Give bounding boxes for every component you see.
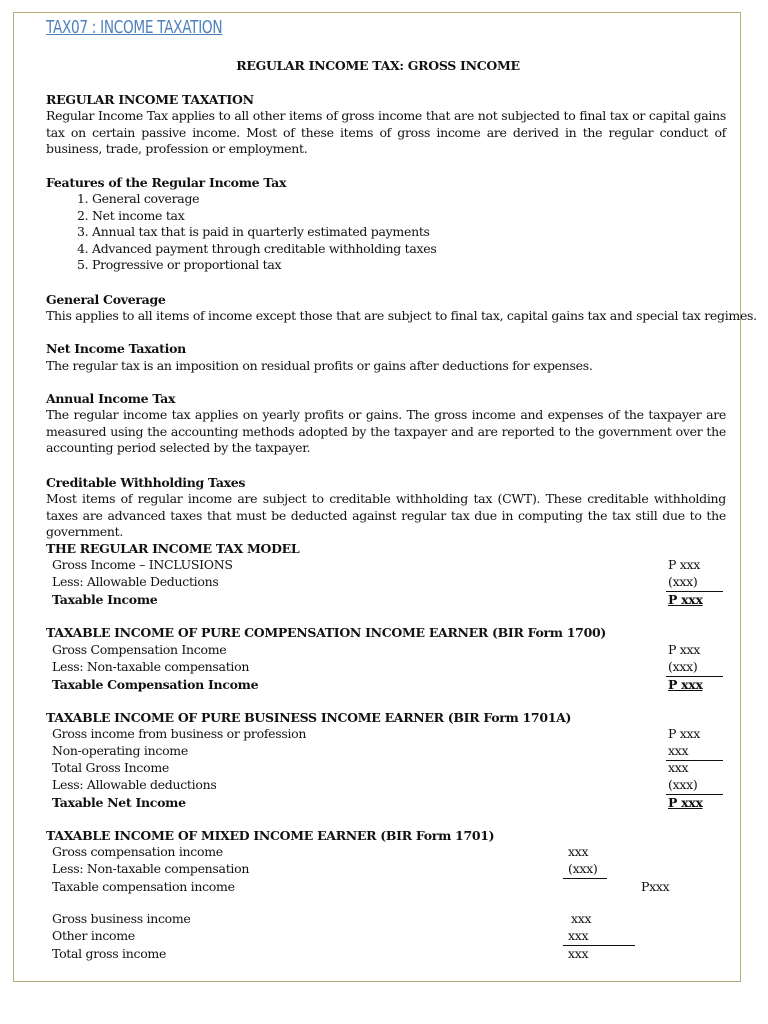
cwt-body: Most items of regular income are subject to creditable withholding tax (CWT). These creditable withholding taxes are advanced taxes that must be deducted against regular tax due in computing the tax still due to the government. [46, 491, 726, 539]
table-row-label: Less: Non-taxable compensation [52, 659, 250, 674]
features-heading: Features of the Regular Income Tax [46, 175, 287, 190]
table-row-amount: P xxx [668, 726, 701, 741]
features-list [46, 191, 436, 274]
table-row-label: Less: Allowable Deductions [52, 574, 219, 589]
annual-heading: Annual Income Tax [46, 391, 176, 406]
regular-heading: REGULAR INCOME TAXATION [46, 92, 254, 107]
list-item: 4. Advanced payment through creditable withholding taxes [92, 241, 436, 258]
table-row-label: Taxable Income [52, 592, 158, 607]
table-row-amount: P xxx [668, 677, 703, 692]
business-heading [46, 710, 571, 727]
table-row-amount: (xxx) [668, 777, 698, 792]
document-title: REGULAR INCOME TAX: GROSS INCOME [236, 58, 520, 73]
table-row-amount: (xxx) [668, 659, 698, 674]
sum-line [563, 878, 607, 879]
table-row-label: Total Gross Income [52, 760, 169, 775]
table-row-amount: xxx [568, 928, 589, 943]
header-title: TAX07 : INCOME TAXATION [46, 18, 223, 38]
table-row-amount: xxx [668, 760, 689, 775]
list-item: 1. General coverage [92, 191, 436, 208]
table-row-amount: xxx [668, 743, 689, 758]
table-row-label: Gross compensation income [52, 844, 223, 859]
table-row-amount: (xxx) [568, 861, 598, 876]
mixed-heading [46, 828, 494, 845]
table-row-amount: P xxx [668, 592, 703, 607]
table-row-amount: xxx [568, 844, 589, 859]
annual-body: The regular income tax applies on yearly profits or gains. The gross income and expenses of the taxpayer are measured using the accounting methods adopted by the taxpayer and are reported to the government over the accounting period selected by the taxpayer. [46, 407, 726, 455]
business-heading-bold: TAXABLE INCOME OF PURE BUSINESS INCOME EARNER ( [46, 710, 454, 725]
net-heading: Net Income Taxation [46, 341, 186, 356]
table-row-label: Non-operating income [52, 743, 188, 758]
net-body: The regular tax is an imposition on residual profits or gains after deductions for expenses. [46, 358, 593, 373]
table-row-label: Gross business income [52, 911, 191, 926]
table-row-amount: P xxx [668, 557, 701, 572]
table-row-label: Less: Allowable deductions [52, 777, 217, 792]
list-item: 2. Net income tax [92, 208, 436, 225]
table-row-label: Taxable Net Income [52, 795, 186, 810]
table-row-amount: P xxx [668, 795, 703, 810]
mixed-heading-form: BIR Form 1701) [385, 828, 495, 843]
table-row-amount: (xxx) [668, 574, 698, 589]
table-row-label: Gross Income – INCLUSIONS [52, 557, 233, 572]
business-heading-form: BIR Form 1701A) [453, 710, 572, 725]
table-row-label: Less: Non-taxable compensation [52, 861, 250, 876]
table-row-label: Other income [52, 928, 135, 943]
general-body: This applies to all items of income except those that are subject to final tax, capital gains tax and special tax regimes. [46, 308, 757, 323]
table-row-amount: xxx [571, 911, 592, 926]
table-row-amount: P xxx [668, 642, 701, 657]
table-row-label: Gross Compensation Income [52, 642, 227, 657]
table-row-amount: xxx [568, 946, 589, 961]
compensation-heading: TAXABLE INCOME OF PURE COMPENSATION INCOME EARNER (BIR Form 1700) [46, 625, 606, 640]
table-row-amount: Pxxx [641, 879, 670, 894]
list-item: 5. Progressive or proportional tax [92, 257, 436, 274]
model-heading: THE REGULAR INCOME TAX MODEL [46, 541, 300, 556]
table-row-label: Taxable compensation income [52, 879, 235, 894]
regular-body: Regular Income Tax applies to all other items of gross income that are not subjected to final tax or capital gains tax on certain passive income. Most of these items of gross income are derived in the regular conduct of business, trade, profession or employment. [46, 108, 726, 156]
list-item: 3. Annual tax that is paid in quarterly estimated payments [92, 224, 436, 241]
document-page [13, 12, 757, 982]
table-row-label: Total gross income [52, 946, 167, 961]
table-row-label: Gross income from business or profession [52, 726, 307, 741]
mixed-heading-bold: TAXABLE INCOME OF MIXED INCOME EARNER ( [46, 828, 386, 843]
table-row-label: Taxable Compensation Income [52, 677, 259, 692]
general-heading: General Coverage [46, 292, 166, 307]
cwt-heading: Creditable Withholding Taxes [46, 475, 246, 490]
